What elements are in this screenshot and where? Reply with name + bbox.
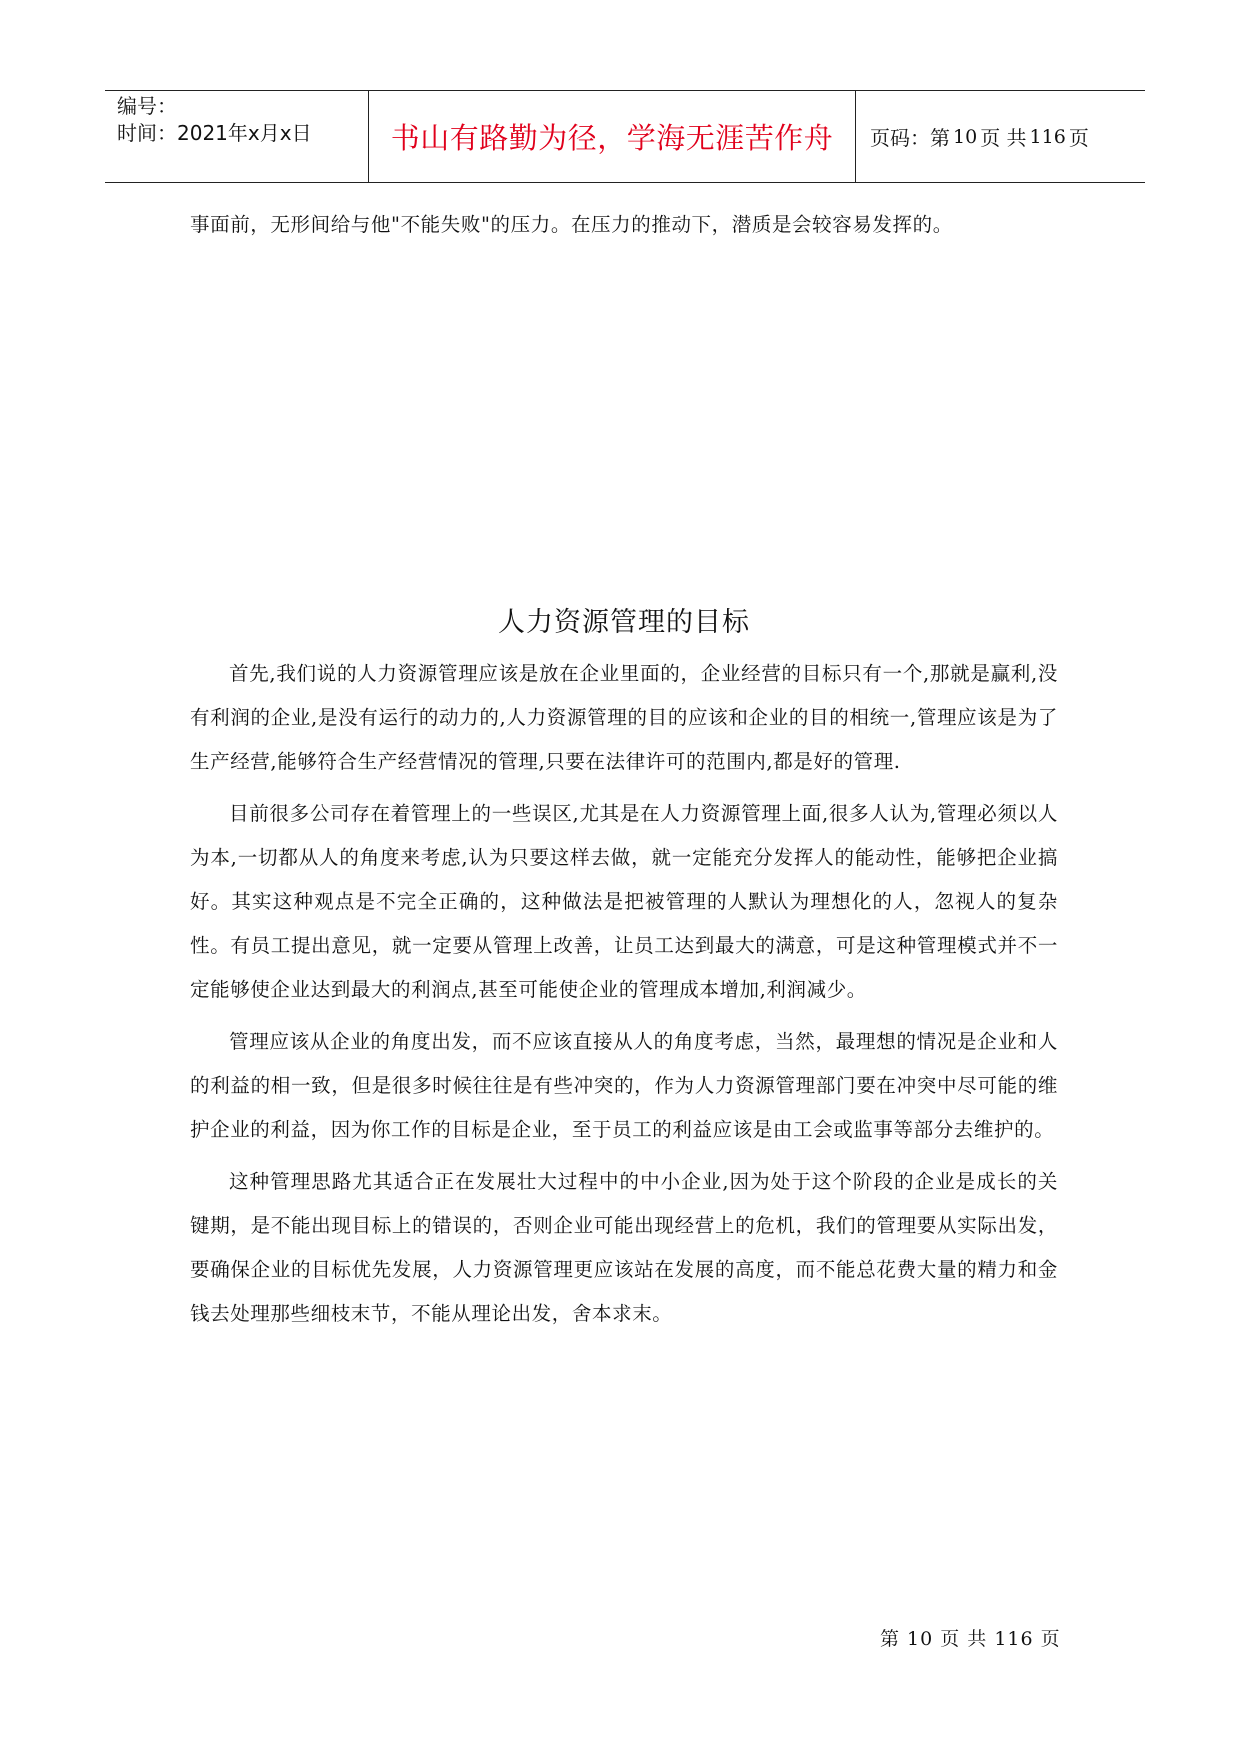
- page-code-current: 10: [953, 125, 978, 148]
- article-body: [190, 652, 1058, 1336]
- header-meta-cell: [105, 91, 369, 182]
- page-code-mid: 页 共: [980, 126, 1027, 150]
- article-paragraph: 这种管理思路尤其适合正在发展壮大过程中的中小企业,因为处于这个阶段的企业是成长的关键期，是不能出现目标上的错误的，否则企业可能出现经营上的危机，我们的管理要从实际出发，要确保企业的目标优先发展，人力资源管理更应该站在发展的高度，而不能总花费大量的精力和金钱去处理那些细枝末节，不能从理论出发，舍本求末。: [190, 1170, 1058, 1325]
- article-paragraph: 目前很多公司存在着管理上的一些误区,尤其是在人力资源管理上面,很多人认为,管理必须以人为本,一切都从人的角度来考虑,认为只要这样去做，就一定能充分发挥人的能动性，能够把企业搞好。其实这种观点是不完全正确的，这种做法是把被管理的人默认为理想化的人，忽视人的复杂性。有员工提出意见，就一定要从管理上改善，让员工达到最大的满意，可是这种管理模式并不一定能够使企业达到最大的利润点,甚至可能使企业的管理成本增加,利润减少。: [190, 802, 1058, 1001]
- document-time-label: 时间：2021年x月x日: [117, 121, 312, 145]
- continuation-paragraph: 事面前，无形间给与他"不能失败"的压力。在压力的推动下，潜质是会较容易发挥的。: [190, 213, 953, 236]
- article-paragraph: 首先,我们说的人力资源管理应该是放在企业里面的，企业经营的目标只有一个,那就是赢利,没有利润的企业,是没有运行的动力的,人力资源管理的目的应该和企业的目的相统一,管理应该是为了生产经营,能够符合生产经营情况的管理,只要在法律许可的范围内,都是好的管理.: [190, 662, 1058, 773]
- header-motto-cell: [369, 91, 856, 182]
- page-code-total: 116: [1029, 125, 1066, 148]
- page-code-prefix: 页码：第: [870, 126, 950, 150]
- page-code-suffix: 页: [1068, 126, 1089, 150]
- header-motto: 书山有路勤为径，学海无涯苦作舟: [390, 121, 834, 155]
- continuation-block: [190, 203, 1058, 247]
- article-paragraph: 管理应该从企业的角度出发，而不应该直接从人的角度考虑，当然，最理想的情况是企业和人的利益的相一致，但是很多时候往往是有些冲突的，作为人力资源管理部门要在冲突中尽可能的维护企业的利益，因为你工作的目标是企业，至于员工的利益应该是由工会或监事等部分去维护的。: [190, 1030, 1058, 1141]
- article-title: 人力资源管理的目标: [498, 607, 750, 638]
- page-footer: 第 10 页 共 116 页: [880, 1628, 1061, 1650]
- header-table: [105, 90, 1145, 183]
- document-number-label: 编号：: [117, 94, 177, 118]
- header-page-code: [856, 91, 1145, 182]
